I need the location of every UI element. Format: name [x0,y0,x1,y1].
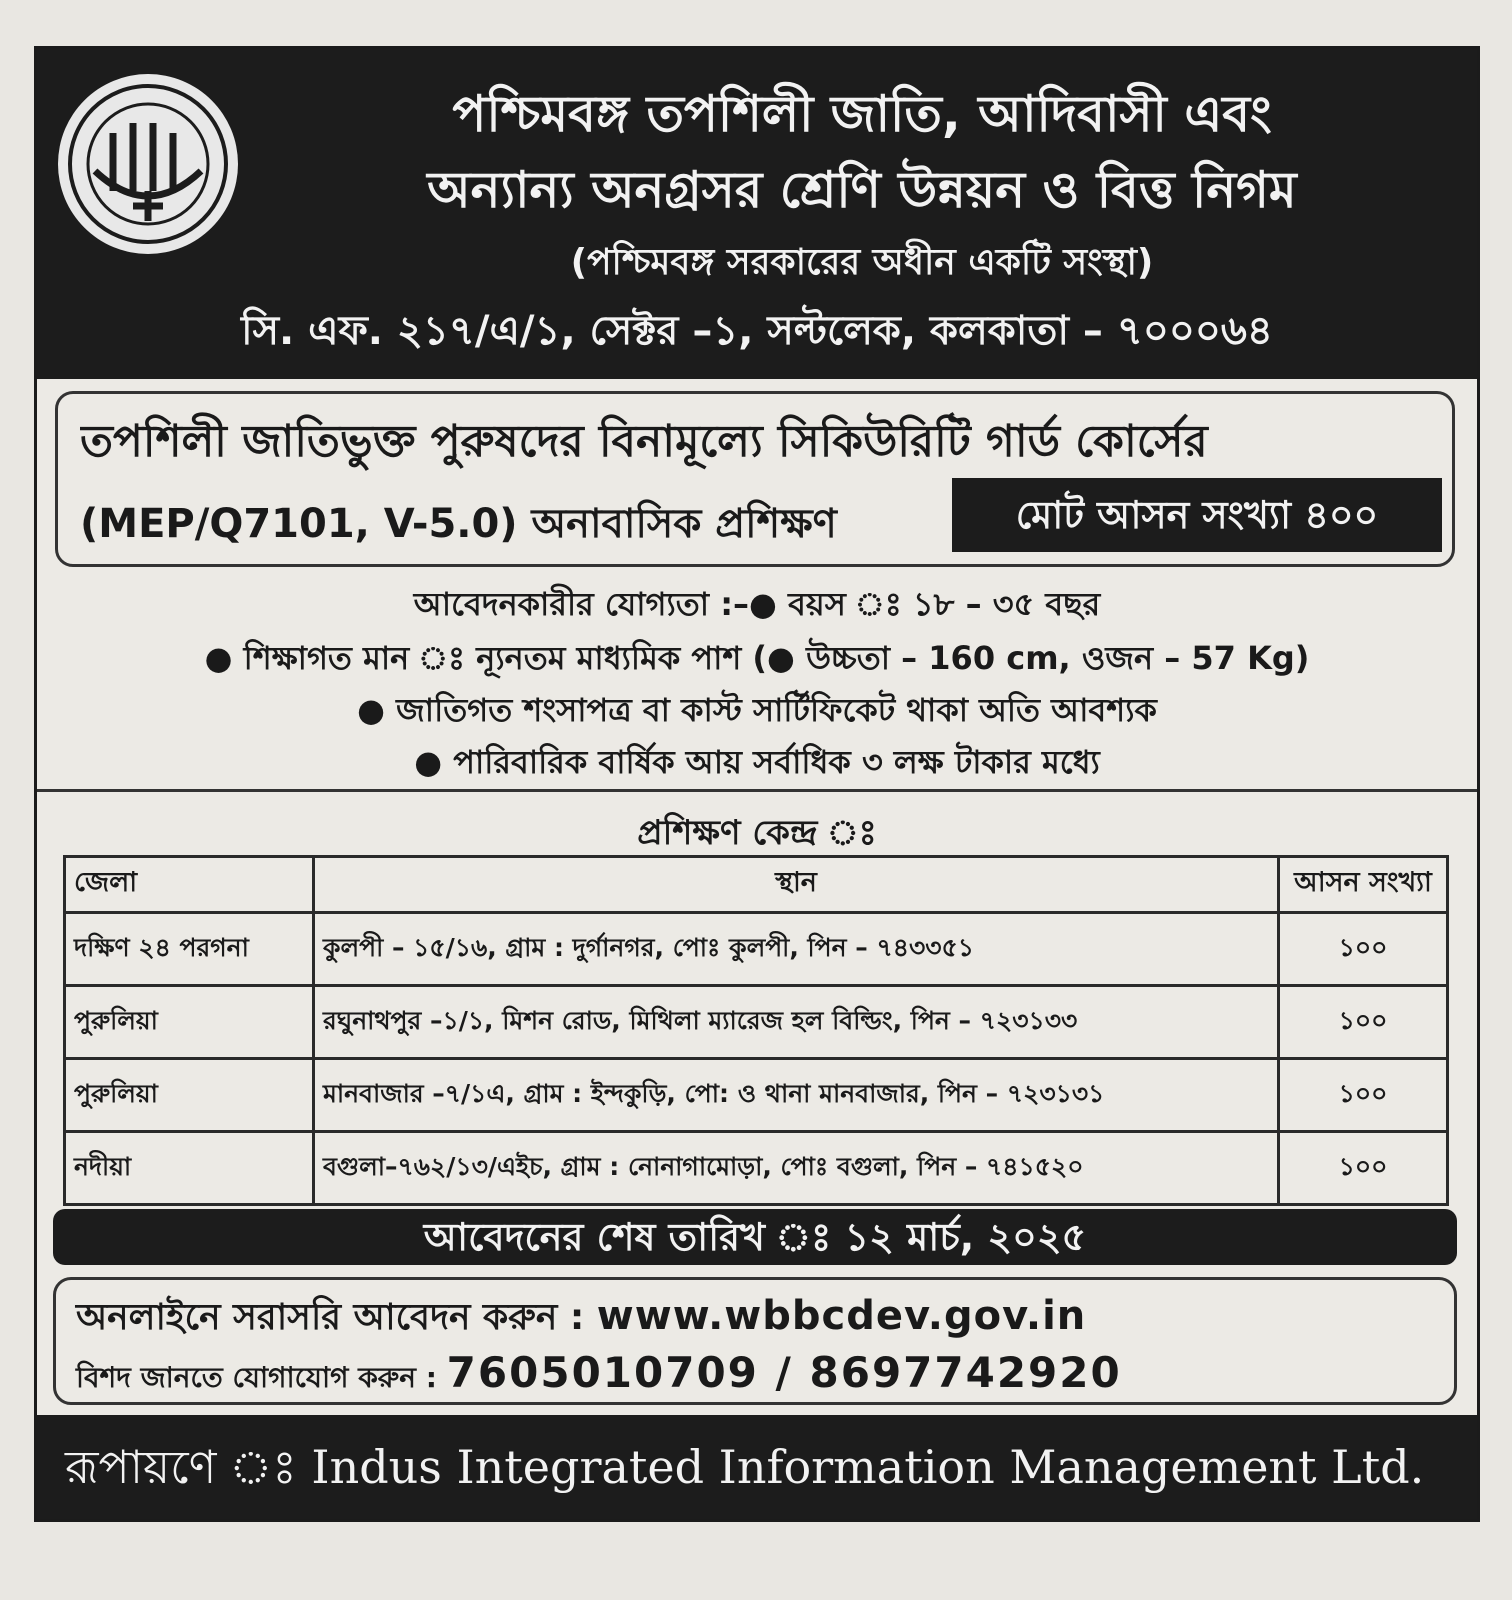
total-seats-badge: মোট আসন সংখ্যা ৪০০ [952,478,1442,552]
cell-district: পুরুলিয়া [65,1059,314,1132]
org-subtitle: (পশ্চিমবঙ্গ সরকারের অধীন একটি সংস্থা) [570,242,1154,283]
apply-info-box [53,1277,1457,1405]
column-header-district: জেলা [65,857,314,913]
cell-district: নদীয়া [65,1132,314,1205]
contact-line [76,1348,1122,1403]
org-address: সি. এফ. ২১৭/এ/১, সেক্টর –১, সল্টলেক, কলকাতা – ৭০০০৬৪ [241,308,1273,354]
cell-district: দক্ষিণ ২৪ পরগনা [65,913,314,986]
eligibility-caste: ● জাতিগত শংসাপত্র বা কাস্ট সার্টিফিকেট থাকা অতি আবশ্যক [357,691,1157,729]
website-link[interactable]: www.wbbcdev.gov.in [596,1293,1087,1339]
apply-online-label: অনলাইনে সরাসরি আবেদন করুন : [76,1297,585,1338]
column-header-seats: আসন সংখ্যা [1279,857,1448,913]
divider [37,789,1477,792]
cell-place: কুলপী – ১৫/১৬, গ্রাম : দুর্গানগর, পোঃ কুলপী, পিন – ৭৪৩৩৫১ [314,913,1279,986]
course-title-box [55,391,1455,567]
cell-seats: ১০০ [1279,913,1448,986]
course-code: (MEP/Q7101, V-5.0) অনাবাসিক প্রশিক্ষণ [80,501,837,547]
org-name-line2: অন্যান্য অনগ্রসর শ্রেণি উন্নয়ন ও বিত্ত নিগম [427,161,1297,219]
cell-place: রঘুনাথপুর –১/১, মিশন রোড, মিথিলা ম্যারেজ হল বিল্ডিং, পিন – ৭২৩১৩৩ [314,986,1279,1059]
header-banner [37,49,1477,379]
training-centers-table [63,855,1449,1206]
contact-phone-numbers: 7605010709 / 8697742920 [446,1348,1122,1397]
column-header-place: স্থান [314,857,1279,913]
cell-district: পুরুলিয়া [65,986,314,1059]
advertisement [34,46,1480,1522]
eligibility-education: ● শিক্ষাগত মান ঃ ন্যূনতম মাধ্যমিক পাশ (● উচ্চতা – 160 cm, ওজন – 57 Kg) [204,639,1310,677]
table-row [65,913,1448,986]
cell-seats: ১০০ [1279,986,1448,1059]
course-title: তপশিলী জাতিভুক্ত পুরুষদের বিনামূল্যে সিকিউরিটি গার্ড কোর্সের [80,416,1208,467]
eligibility-age: আবেদনকারীর যোগ্যতা :–● বয়স ঃ ১৮ – ৩৫ বছর [413,585,1101,623]
org-name-line1: পশ্চিমবঙ্গ তপশিলী জাতি, আদিবাসী এবং [452,85,1272,143]
table-row [65,986,1448,1059]
footer-credit: রূপায়ণে ঃ Indus Integrated Information Management Ltd. [37,1415,1477,1519]
contact-label: বিশদ জানতে যোগাযোগ করুন : [76,1361,437,1394]
eligibility-income: ● পারিবারিক বার্ষিক আয় সর্বাধিক ৩ লক্ষ টাকার মধ্যে [414,743,1100,781]
table-header-row [65,857,1448,913]
table-row [65,1059,1448,1132]
centers-heading: প্রশিক্ষণ কেন্দ্র ঃ [637,813,877,853]
cell-seats: ১০০ [1279,1132,1448,1205]
corporation-logo-icon [55,71,241,257]
table-row [65,1132,1448,1205]
cell-place: বগুলা–৭৬২/১৩/এইচ, গ্রাম : নোনাগামোড়া, পোঃ বগুলা, পিন – ৭৪১৫২০ [314,1132,1279,1205]
apply-online-line [76,1290,1086,1350]
cell-seats: ১০০ [1279,1059,1448,1132]
application-deadline-banner: আবেদনের শেষ তারিখ ঃ ১২ মার্চ, ২০২৫ [53,1209,1457,1265]
cell-place: মানবাজার –৭/১এ, গ্রাম : ইন্দকুড়ি, পো: ও থানা মানবাজার, পিন – ৭২৩১৩১ [314,1059,1279,1132]
